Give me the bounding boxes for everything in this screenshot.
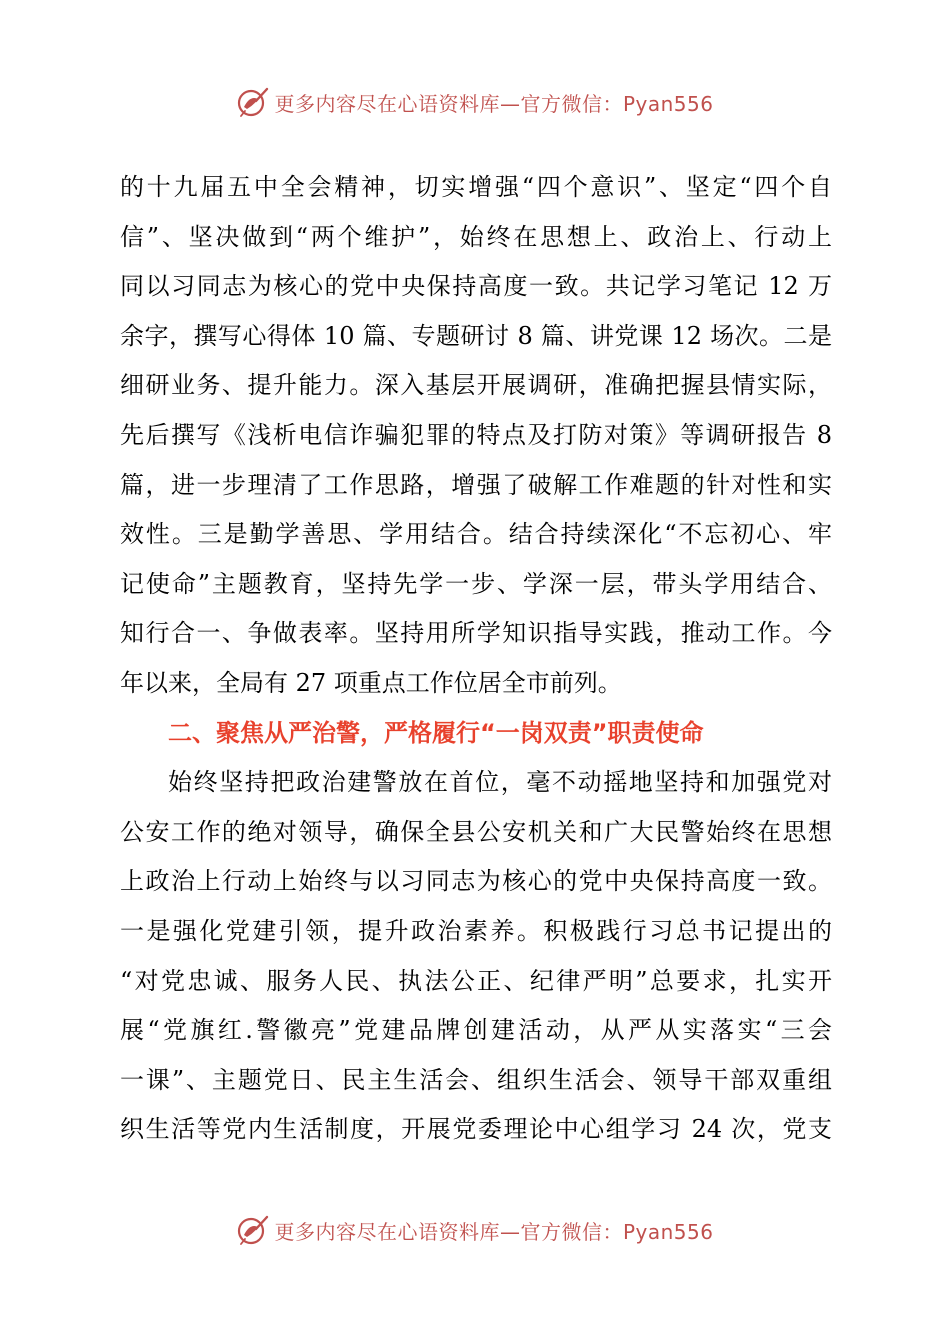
paragraph-line: 展“党旗红.警徽亮”党建品牌创建活动，从严从实落实“三会 xyxy=(120,1016,832,1045)
paragraph-line: 知行合一、争做表率。坚持用所学知识指导实践，推动工作。今 xyxy=(120,619,832,648)
footer-watermark-banner xyxy=(0,1210,950,1250)
paragraph-line: 效性。三是勤学善思、学用结合。结合持续深化“不忘初心、牢 xyxy=(120,520,832,549)
paragraph-line: 记使命”主题教育，坚持先学一步、学深一层，带头学用结合、 xyxy=(120,569,832,598)
paragraph-line: 一课”、主题党日、民主生活会、组织生活会、领导干部双重组 xyxy=(120,1065,832,1094)
pen-circle-logo-icon xyxy=(236,1213,270,1247)
paragraph-line: 始终坚持把政治建警放在首位，毫不动摇地坚持和加强党对 xyxy=(168,768,832,797)
watermark-text: 更多内容尽在心语资料库—官方微信：Pyan556 xyxy=(274,1219,714,1244)
paragraph-line: 一是强化党建引领，提升政治素养。积极践行习总书记提出的 xyxy=(120,916,832,945)
paragraph-line: 余字，撰写心得体 10 篇、专题研讨 8 篇、讲党课 12 场次。二是 xyxy=(120,321,832,350)
paragraph-line: 公安工作的绝对领导，确保全县公安机关和广大民警始终在思想 xyxy=(120,817,832,846)
paragraph-line: “对党忠诚、服务人民、执法公正、纪律严明”总要求，扎实开 xyxy=(120,966,832,995)
paragraph-line: 先后撰写《浅析电信诈骗犯罪的特点及打防对策》等调研报告 8 xyxy=(120,420,832,449)
header-watermark-banner xyxy=(0,82,950,122)
section-heading: 二、聚焦从严治警，严格履行“一岗双责”职责使命 xyxy=(168,718,704,747)
paragraph-line: 信”、坚决做到“两个维护”，始终在思想上、政治上、行动上 xyxy=(120,222,832,251)
paragraph-line: 细研业务、提升能力。深入基层开展调研，准确把握县情实际， xyxy=(120,371,832,400)
document-body xyxy=(120,163,832,1155)
paragraph-line: 上政治上行动上始终与以习同志为核心的党中央保持高度一致。 xyxy=(120,867,832,896)
paragraph-line: 的十九届五中全会精神，切实增强“四个意识”、坚定“四个自 xyxy=(120,173,832,201)
paragraph-line: 同以习同志为核心的党中央保持高度一致。共记学习笔记 12 万 xyxy=(120,272,832,301)
paragraph-line: 织生活等党内生活制度，开展党委理论中心组学习 24 次，党支 xyxy=(120,1115,832,1144)
paragraph-line: 年以来，全局有 27 项重点工作位居全市前列。 xyxy=(120,668,622,697)
pen-circle-logo-icon xyxy=(236,85,270,119)
watermark-text: 更多内容尽在心语资料库—官方微信：Pyan556 xyxy=(274,91,714,116)
paragraph-line: 篇，进一步理清了工作思路，增强了破解工作难题的针对性和实 xyxy=(120,470,832,499)
